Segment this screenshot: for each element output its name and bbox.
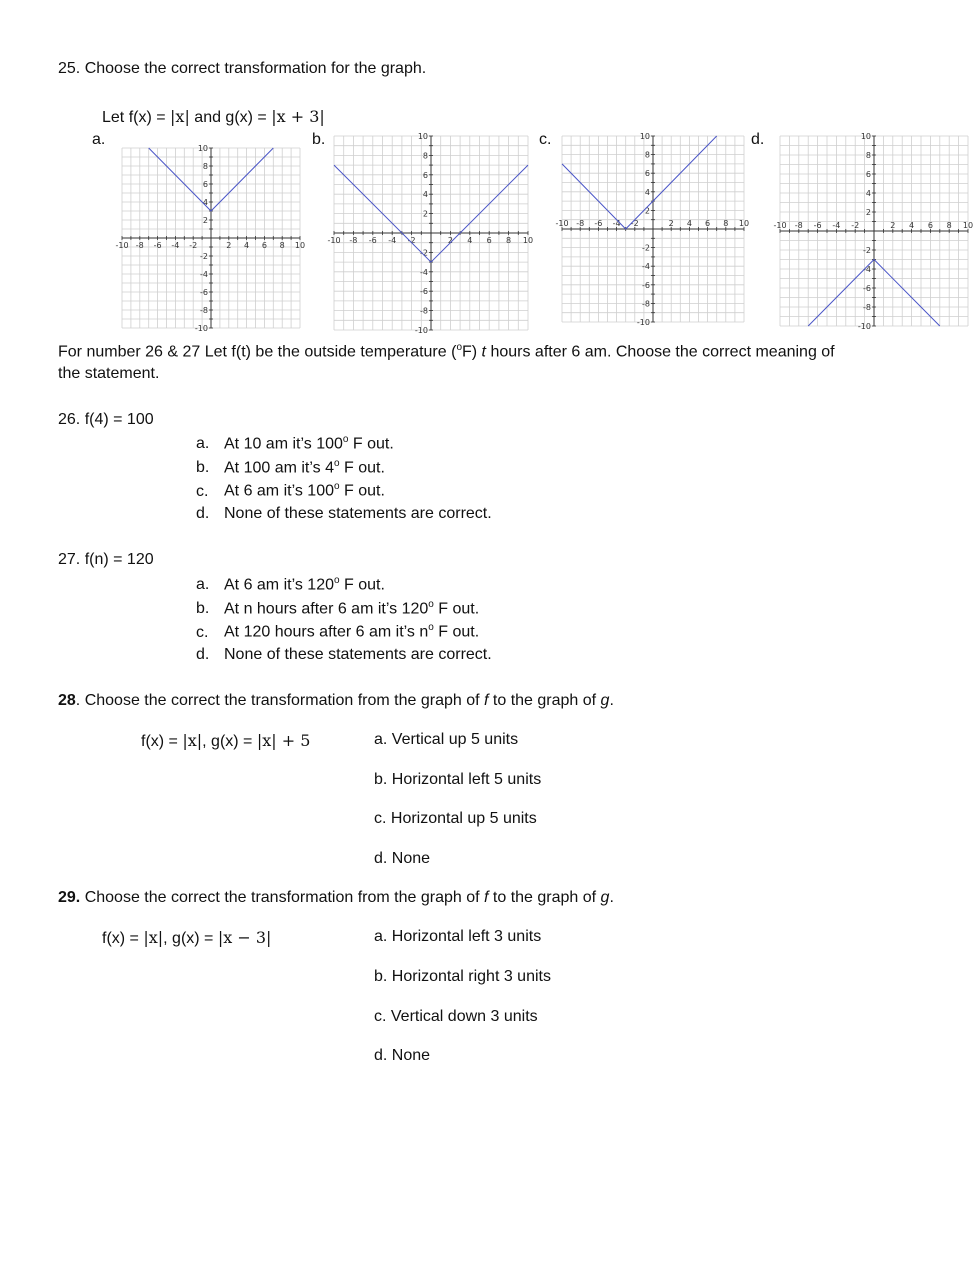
q29-f: f xyxy=(484,889,489,906)
q25-choice-c-label[interactable]: c. xyxy=(539,131,552,148)
x-tick-label: -2 xyxy=(189,241,198,250)
q29-g: g xyxy=(600,889,610,906)
y-tick-label: 2 xyxy=(865,208,871,217)
x-tick-label: -6 xyxy=(368,236,377,245)
x-tick-label: 4 xyxy=(467,236,473,245)
q29-title xyxy=(58,889,614,907)
q28-option-c[interactable]: c. Horizontal up 5 units xyxy=(374,810,537,827)
q29-text-b: to the graph of xyxy=(488,889,601,906)
option-text-post: F out. xyxy=(433,623,480,641)
q27-option-b[interactable] xyxy=(196,599,479,618)
q27-option-c[interactable] xyxy=(196,622,479,641)
x-tick-label: -4 xyxy=(612,219,621,228)
x-tick-label: -6 xyxy=(594,219,603,228)
q28-option-a[interactable]: a. Vertical up 5 units xyxy=(374,731,519,748)
y-tick-label: 2 xyxy=(422,209,428,219)
y-tick-label: -8 xyxy=(863,303,871,312)
x-tick-label: 4 xyxy=(244,241,250,250)
y-tick-label: -4 xyxy=(420,267,428,277)
q28-func-prefix-2: , g(x) = xyxy=(202,733,257,750)
y-tick-label: -4 xyxy=(863,265,871,274)
intro-line-1 xyxy=(58,342,835,361)
q29-text-c: . xyxy=(609,889,614,906)
x-tick-label: -8 xyxy=(349,236,358,245)
x-tick-label: -8 xyxy=(794,221,803,230)
option-text-post: F out. xyxy=(339,482,385,500)
x-tick-label: 8 xyxy=(723,219,729,228)
x-tick-label: -10 xyxy=(115,241,129,250)
q26-option-a[interactable] xyxy=(196,434,394,453)
y-tick-label: 6 xyxy=(202,180,208,189)
y-tick-label: 6 xyxy=(422,170,428,180)
x-tick-label: 2 xyxy=(890,221,896,230)
y-tick-label: -6 xyxy=(642,280,650,290)
y-tick-label: 4 xyxy=(865,189,871,198)
q25-title: 25. Choose the correct transformation for the graph. xyxy=(58,60,427,77)
y-tick-label: 4 xyxy=(202,198,208,207)
option-text: At n hours after 6 am it’s 120 xyxy=(224,600,429,618)
x-tick-label: -2 xyxy=(407,236,416,245)
x-tick-label: -6 xyxy=(153,241,162,250)
q28-number: 28 xyxy=(58,692,76,709)
y-tick-label: 8 xyxy=(865,151,871,160)
q28-text-c: . xyxy=(609,692,614,709)
y-tick-label: -8 xyxy=(642,299,650,309)
q25-and-text: and g(x) = xyxy=(189,109,272,126)
y-tick-label: -8 xyxy=(200,306,208,315)
x-tick-label: 4 xyxy=(686,219,692,228)
q28-title xyxy=(58,692,614,710)
q25-g-expr: |x + 3| xyxy=(271,107,325,126)
q27-option-d[interactable] xyxy=(196,646,492,664)
option-degree: o xyxy=(428,598,434,610)
option-degree: o xyxy=(333,575,340,586)
q28-option-b[interactable]: b. Horizontal left 5 units xyxy=(374,771,542,788)
q25-choice-d-label[interactable]: d. xyxy=(751,131,765,148)
x-tick-label: -2 xyxy=(851,221,860,230)
option-letter: a. xyxy=(196,435,210,453)
q28-text-a: . Choose the correct the transformation from the graph of xyxy=(75,692,484,709)
option-degree: o xyxy=(333,481,340,493)
x-tick-label: -8 xyxy=(135,241,144,250)
q29-option-b[interactable]: b. Horizontal right 3 units xyxy=(374,968,551,985)
y-tick-label: 6 xyxy=(644,169,650,179)
y-tick-label: -6 xyxy=(863,284,871,293)
x-tick-label: 6 xyxy=(261,241,267,250)
intro-text-b: F) xyxy=(462,343,482,361)
q29-option-c[interactable]: c. Vertical down 3 units xyxy=(374,1008,538,1025)
x-tick-label: 6 xyxy=(705,219,711,228)
q25-graph-d[interactable] xyxy=(773,132,974,331)
option-text: At 6 am it’s 120 xyxy=(224,576,334,594)
x-tick-label: -2 xyxy=(630,219,639,228)
option-text: At 6 am it’s 100 xyxy=(224,482,334,500)
y-tick-label: -10 xyxy=(636,318,650,327)
q25-f-expr: |x| xyxy=(170,107,190,126)
intro-t: t xyxy=(481,343,486,361)
option-letter: a. xyxy=(196,576,210,594)
y-tick-label: -6 xyxy=(420,287,428,297)
y-tick-label: -4 xyxy=(200,270,208,279)
q27-option-a[interactable] xyxy=(196,575,385,594)
y-tick-label: -2 xyxy=(420,248,428,258)
x-tick-label: -10 xyxy=(327,236,341,245)
q25-graph-a[interactable] xyxy=(115,144,306,333)
option-letter: b. xyxy=(196,600,210,618)
x-tick-label: 10 xyxy=(294,241,306,250)
q29-func-f: |x| xyxy=(143,928,164,947)
option-text: At 100 am it’s 4 xyxy=(224,459,334,477)
x-tick-label: 8 xyxy=(279,241,285,250)
y-tick-label: 10 xyxy=(197,144,208,153)
y-tick-label: 6 xyxy=(865,170,871,179)
x-tick-label: 8 xyxy=(506,236,512,245)
y-tick-label: -10 xyxy=(194,324,208,333)
y-tick-label: -8 xyxy=(420,306,428,316)
y-tick-label: 8 xyxy=(422,151,428,161)
option-text-post: F out. xyxy=(339,459,385,477)
x-tick-label: 2 xyxy=(668,219,674,228)
y-tick-label: 10 xyxy=(860,132,871,141)
intro-line-2: the statement. xyxy=(58,365,160,382)
y-tick-label: -2 xyxy=(200,252,208,261)
x-tick-label: -10 xyxy=(555,219,569,228)
option-degree: o xyxy=(342,434,349,445)
x-tick-label: 2 xyxy=(226,241,232,250)
x-tick-label: -4 xyxy=(832,221,841,230)
q28-func-f: |x| xyxy=(182,731,203,750)
y-tick-label: 2 xyxy=(202,216,208,225)
x-tick-label: -8 xyxy=(576,219,585,228)
option-letter: d. xyxy=(196,646,210,664)
y-tick-label: -2 xyxy=(863,246,871,255)
q25-let-prefix: Let f(x) = xyxy=(102,109,171,126)
option-degree: o xyxy=(333,457,340,469)
option-letter: c. xyxy=(196,623,209,641)
q25-graph-c[interactable] xyxy=(555,132,750,327)
option-text-post: F out. xyxy=(339,576,385,594)
q26-prompt: 26. f(4) = 100 xyxy=(58,411,154,428)
x-tick-label: -4 xyxy=(388,236,397,245)
y-tick-label: 4 xyxy=(422,190,428,200)
q29-option-d[interactable]: d. None xyxy=(374,1047,431,1064)
option-text: At 120 hours after 6 am it’s n xyxy=(224,623,429,641)
q25-functions xyxy=(102,107,325,127)
y-tick-label: 10 xyxy=(417,132,428,141)
x-tick-label: 10 xyxy=(962,221,974,230)
option-text: None of these statements are correct. xyxy=(224,505,492,523)
intro-text-a: For number 26 & 27 Let f(t) be the outside temperature ( xyxy=(58,343,457,361)
x-tick-label: -10 xyxy=(773,221,787,230)
x-tick-label: 10 xyxy=(522,236,534,245)
q29-functions xyxy=(102,928,271,948)
x-tick-label: 10 xyxy=(738,219,750,228)
q28-option-d[interactable]: d. None xyxy=(374,850,431,867)
y-tick-label: 8 xyxy=(644,150,650,160)
intro-text-c: hours after 6 am. Choose the correct meaning of xyxy=(486,343,835,361)
intro-degree: o xyxy=(456,342,462,353)
q26-option-c[interactable] xyxy=(196,481,385,500)
q25-choice-a-label[interactable]: a. xyxy=(92,131,106,148)
q28-functions xyxy=(141,731,310,751)
x-tick-label: 8 xyxy=(946,221,952,230)
y-tick-label: -10 xyxy=(857,322,871,331)
y-tick-label: 4 xyxy=(644,187,650,197)
x-tick-label: 6 xyxy=(486,236,492,245)
q26-option-b[interactable] xyxy=(196,458,385,477)
q25-choice-b-label[interactable]: b. xyxy=(312,131,326,148)
x-tick-label: 6 xyxy=(927,221,933,230)
q28-g: g xyxy=(600,692,610,709)
q29-text-a: Choose the correct the transformation from the graph of xyxy=(80,889,485,906)
y-tick-label: -10 xyxy=(414,326,428,335)
y-tick-label: -4 xyxy=(642,262,650,272)
option-degree: o xyxy=(428,622,434,634)
option-text-post: F out. xyxy=(433,600,480,618)
option-letter: c. xyxy=(196,482,209,500)
x-tick-label: -4 xyxy=(171,241,180,250)
q29-func-prefix-2: , g(x) = xyxy=(163,930,218,947)
q28-func-prefix-1: f(x) = xyxy=(141,733,183,750)
y-tick-label: 8 xyxy=(202,162,208,171)
q28-func-g: |x| + 5 xyxy=(256,731,311,750)
y-tick-label: 10 xyxy=(639,132,650,141)
q29-func-prefix-1: f(x) = xyxy=(102,930,144,947)
option-text: None of these statements are correct. xyxy=(224,646,492,664)
y-tick-label: -6 xyxy=(200,288,208,297)
option-letter: b. xyxy=(196,459,210,477)
q27-prompt: 27. f(n) = 120 xyxy=(58,551,154,568)
q28-text-b: to the graph of xyxy=(488,692,601,709)
x-tick-label: 2 xyxy=(447,236,453,245)
q29-func-g: |x − 3| xyxy=(217,928,272,947)
option-letter: d. xyxy=(196,505,210,523)
y-tick-label: -2 xyxy=(642,243,650,253)
option-text: At 10 am it’s 100 xyxy=(224,435,343,453)
y-tick-label: 2 xyxy=(644,206,650,216)
q29-number: 29. xyxy=(58,889,81,906)
option-text-post: F out. xyxy=(348,435,394,453)
x-tick-label: -6 xyxy=(813,221,822,230)
q28-f: f xyxy=(484,692,489,709)
q26-option-d[interactable] xyxy=(196,505,492,523)
q29-option-a[interactable]: a. Horizontal left 3 units xyxy=(374,928,542,945)
x-tick-label: 4 xyxy=(909,221,915,230)
q25-graph-b[interactable] xyxy=(327,132,534,335)
